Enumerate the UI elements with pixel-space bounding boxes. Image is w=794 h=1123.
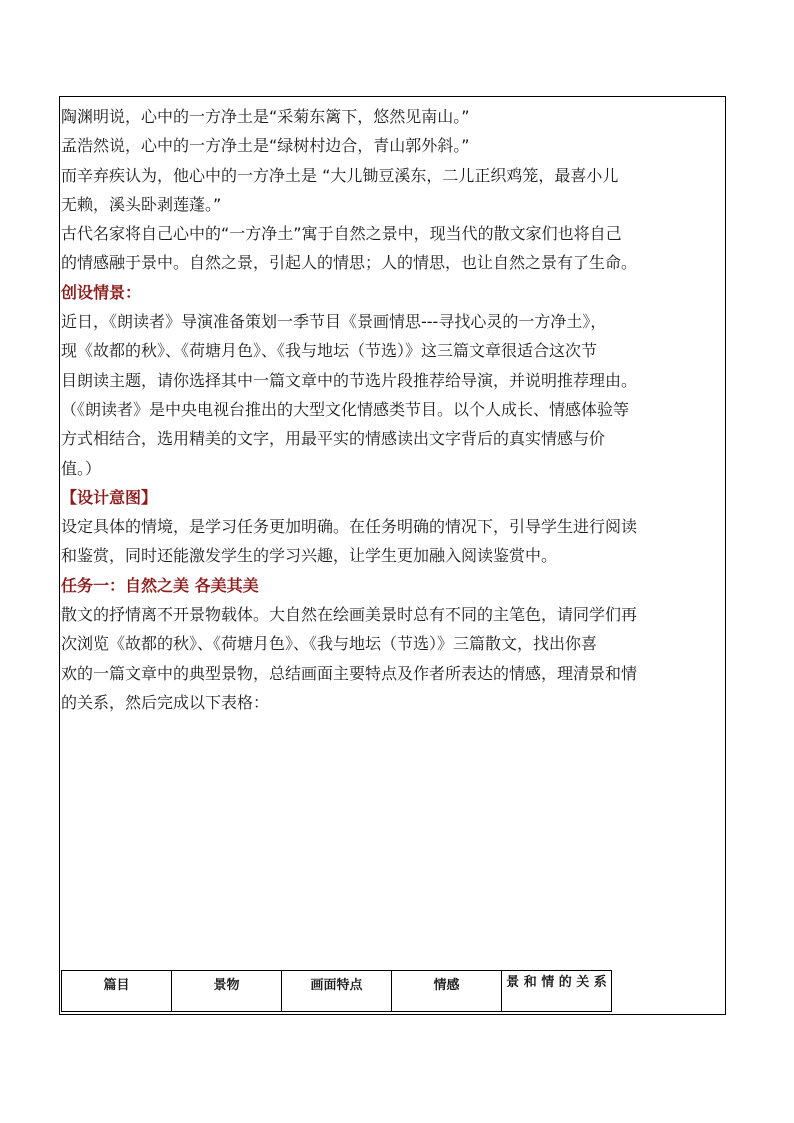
- scene-line: （《朗读者》是中央电视台推出的大型文化情感类节目。以个人成长、情感体验等: [61, 399, 630, 419]
- scene-heading: 创设情景：: [61, 282, 142, 302]
- scene-line: 方式相结合，选用精美的文字，用最平实的情感读出文字背后的真实情感与价: [61, 429, 606, 449]
- intent-heading: 【设计意图】: [61, 487, 158, 507]
- intro-line: 而辛弃疾认为，他心中的一方净土是 “大儿锄豆溪东，二儿正织鸡笼，最喜小儿: [61, 165, 619, 185]
- task1-line: 的关系，然后完成以下表格：: [61, 692, 270, 712]
- table-header-cell: 情感: [392, 971, 502, 1012]
- intro-line: 古代名家将自己心中的“一方净土”寓于自然之景中，现当代的散文家们也将自己: [61, 224, 622, 244]
- intent-line: 设定具体的情境，是学习任务更加明确。在任务明确的情况下，引导学生进行阅读: [61, 517, 638, 537]
- scene-line: 现《故都的秋》、《荷塘月色》、《我与地坛（节选）》这三篇文章很适合这次节: [61, 341, 598, 361]
- table-header-cell: 景 和 情 的 关 系: [502, 971, 612, 1012]
- analysis-table: [61, 970, 612, 1012]
- intro-line: 孟浩然说，心中的一方净土是“绿树村边合，青山郭外斜。”: [61, 136, 470, 156]
- scene-line: 值。）: [61, 458, 102, 478]
- task1-heading: 任务一：自然之美 各美其美: [61, 575, 259, 595]
- table-header-cell: 景物: [172, 971, 282, 1012]
- task1-line: 次浏览《故都的秋》、《荷塘月色》、《我与地坛（节选）》三篇散文，找出你喜: [61, 634, 598, 654]
- table-header-cell: 画面特点: [282, 971, 392, 1012]
- scene-line: 近日，《朗读者》导演准备策划一季节目《景画情思---寻找心灵的一方净土》，: [61, 312, 607, 332]
- task1-line: 欢的一篇文章中的典型景物，总结画面主要特点及作者所表达的情感，理清景和情: [61, 663, 638, 683]
- scene-line: 目朗读主题，请你选择其中一篇文章中的节选片段推荐给导演，并说明推荐理由。: [61, 370, 638, 390]
- intent-line: 和鉴赏，同时还能激发学生的学习兴趣，让学生更加融入阅读鉴赏中。: [61, 546, 558, 566]
- intro-line: 的情感融于景中。自然之景，引起人的情思；人的情思，也让自然之景有了生命。: [61, 253, 638, 273]
- table-header-cell: 篇目: [62, 971, 172, 1012]
- task1-line: 散文的抒情离不开景物载体。大自然在绘画美景时总有不同的主笔色，请同学们再: [61, 605, 638, 625]
- table-header-row: [62, 971, 612, 1012]
- lesson-content: [61, 102, 726, 717]
- intro-line: 无赖，溪头卧剥莲蓬。”: [61, 194, 222, 214]
- intro-line: 陶渊明说，心中的一方净土是“采菊东篱下，悠然见南山。”: [61, 107, 470, 126]
